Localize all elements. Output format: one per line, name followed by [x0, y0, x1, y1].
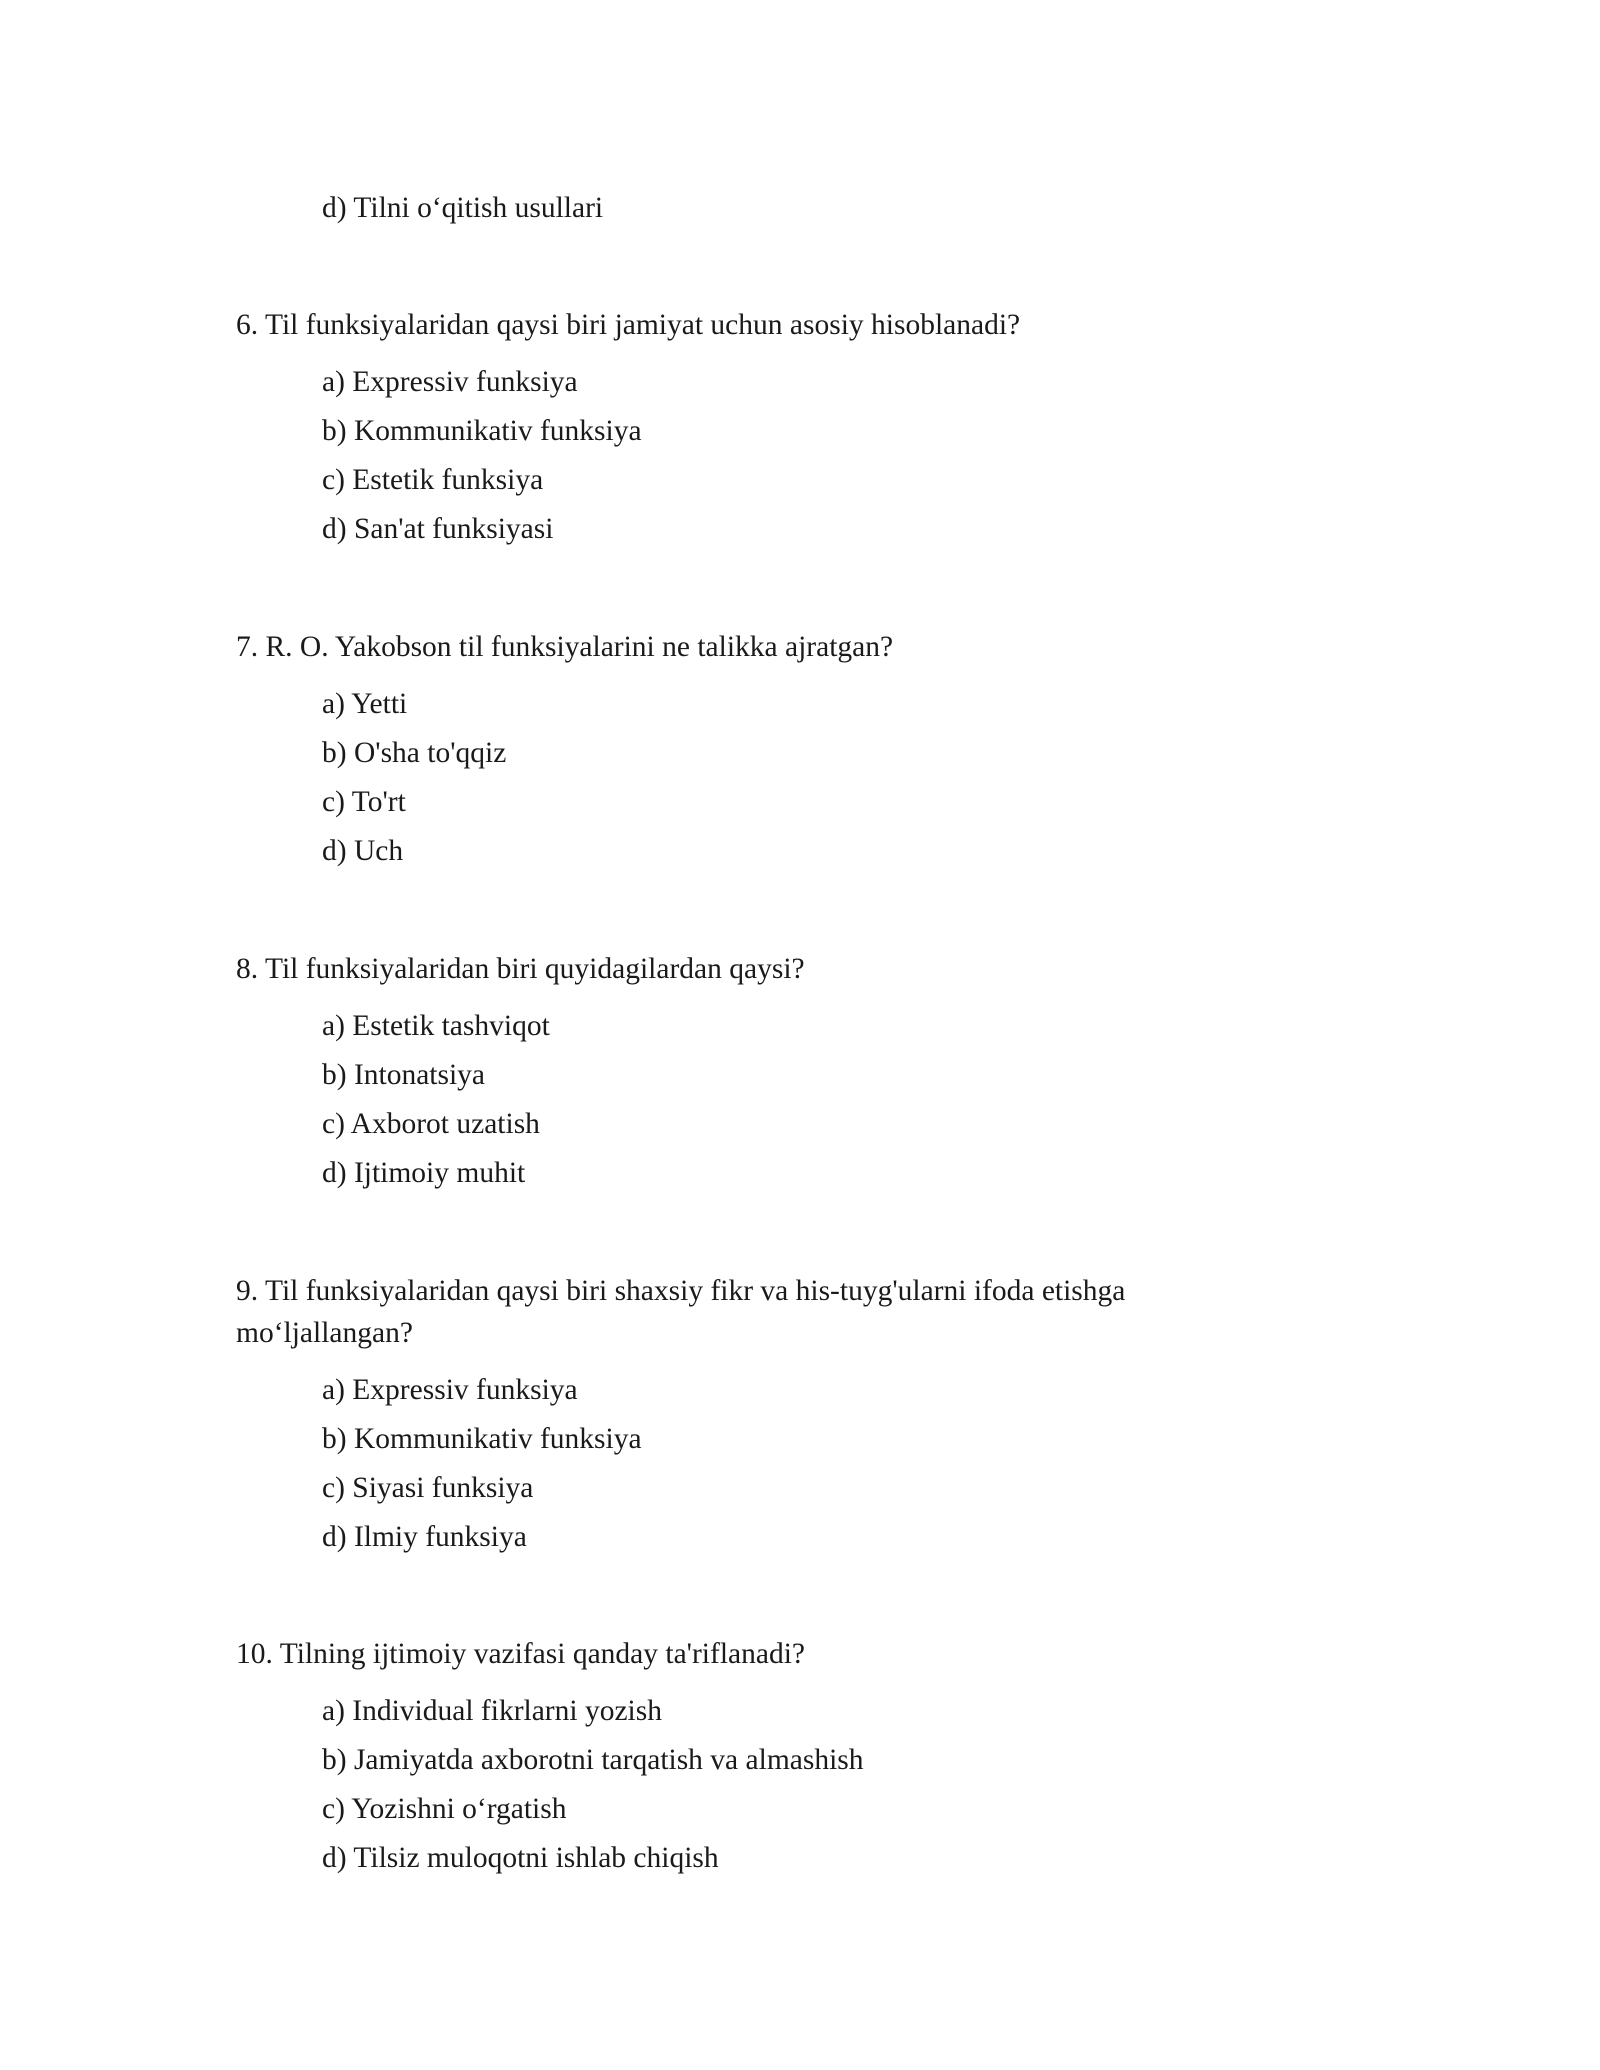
option-text: d) Ijtimoiy muhit: [322, 1157, 526, 1189]
option-text: c) Siyasi funksiya: [322, 1472, 534, 1504]
option-text: d) Uch: [322, 835, 404, 867]
option-text: a) Individual fikrlarni yozish: [322, 1695, 662, 1727]
question-text: 6. Til funksiyalaridan qaysi biri jamiyat uchun asosiy hisoblanadi?: [236, 309, 1021, 341]
option-text: d) Ilmiy funksiya: [322, 1521, 527, 1553]
question-text: 7. R. O. Yakobson til funksiyalarini ne talikka ajratgan?: [236, 631, 894, 663]
question-text: 10. Tilning ijtimoiy vazifasi qanday ta'riflanadi?: [236, 1638, 805, 1670]
option-text: c) To'rt: [322, 786, 406, 818]
option-text: a) Yetti: [322, 688, 408, 720]
option-text: c) Axborot uzatish: [322, 1108, 540, 1140]
option-text: b) Intonatsiya: [322, 1059, 486, 1091]
option-text: d) Tilsiz muloqotni ishlab chiqish: [322, 1842, 719, 1874]
question-text: 9. Til funksiyalaridan qaysi biri shaxsiy fikr va his-tuyg'ularni ifoda etishga: [236, 1275, 1126, 1307]
option-text: b) Kommunikativ funksiya: [322, 415, 642, 447]
option-text: d) Tilni o‘qitish usullari: [322, 192, 604, 224]
option-text: d) San'at funksiyasi: [322, 513, 554, 545]
option-text: b) Kommunikativ funksiya: [322, 1423, 642, 1455]
question-text: 8. Til funksiyalaridan biri quyidagilardan qaysi?: [236, 953, 805, 985]
option-text: c) Yozishni o‘rgatish: [322, 1793, 567, 1825]
question-text-continued: mo‘ljallangan?: [236, 1317, 413, 1349]
option-text: a) Expressiv funksiya: [322, 1374, 578, 1406]
option-text: a) Expressiv funksiya: [322, 366, 578, 398]
option-text: c) Estetik funksiya: [322, 464, 544, 496]
option-text: b) O'sha to'qqiz: [322, 737, 507, 769]
option-text: a) Estetik tashviqot: [322, 1010, 550, 1042]
option-text: b) Jamiyatda axborotni tarqatish va almashish: [322, 1744, 864, 1776]
